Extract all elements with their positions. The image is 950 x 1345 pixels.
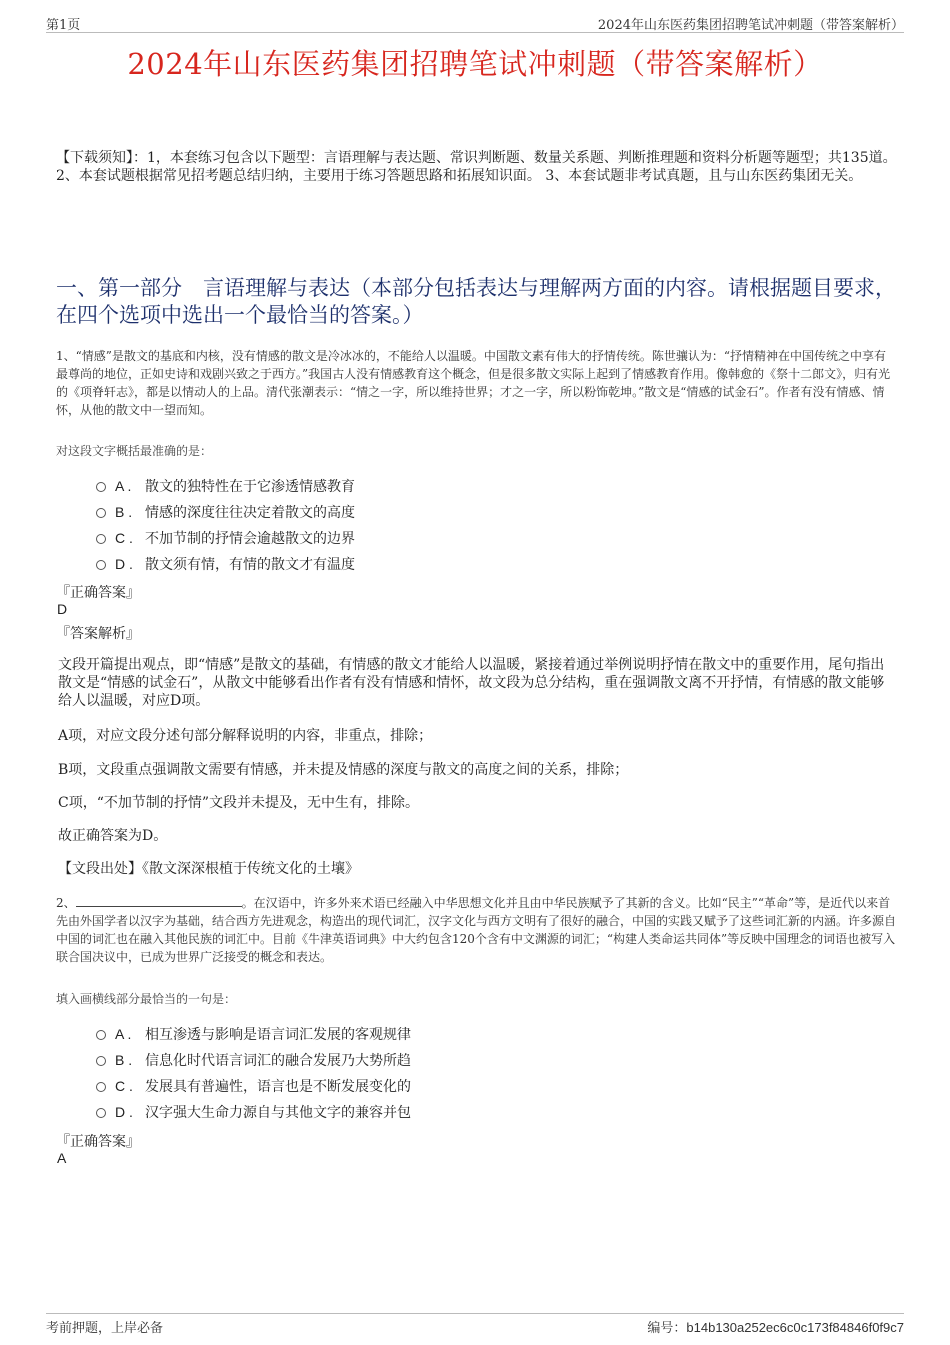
option-a[interactable]: A . 相互渗透与影响是语言词汇发展的客观规律 bbox=[96, 1021, 411, 1047]
footer-serial: 编号：b14b130a252ec6c0c173f84846f0f9c7 bbox=[647, 1320, 904, 1335]
question-1-prompt: 对这段文字概括最准确的是： bbox=[56, 444, 213, 458]
question-2-options bbox=[96, 1021, 411, 1125]
radio-icon[interactable] bbox=[96, 560, 106, 570]
section-heading: 一、第一部分 言语理解与表达（本部分包括表达与理解两方面的内容。请根据题目要求，在四个选项中选出一个最恰当的答案。） bbox=[56, 276, 896, 327]
radio-icon[interactable] bbox=[96, 508, 106, 518]
option-b[interactable]: B . 情感的深度往往决定着散文的高度 bbox=[96, 499, 355, 525]
radio-icon[interactable] bbox=[96, 482, 106, 492]
fill-blank[interactable] bbox=[76, 895, 242, 907]
option-a[interactable]: A . 散文的独特性在于它渗透情感教育 bbox=[96, 473, 355, 499]
passage-source: 【文段出处】《散文深深根植于传统文化的土壤》 bbox=[58, 861, 359, 877]
radio-icon[interactable] bbox=[96, 1056, 106, 1066]
analysis-paragraph: 文段开篇提出观点，即“情感”是散文的基础，有情感的散文才能给人以温暖，紧接着通过举例说明抒情在散文中的重要作用，尾句指出散文是“情感的试金石”，从散文中能够看出作者有没有情感和情怀，故文段为总分结构，重在强调散文离不开抒情，有情感的散文能够给人以温暖，对应D项。 bbox=[58, 657, 885, 709]
document-title: 2024年山东医药集团招聘笔试冲刺题（带答案解析） bbox=[127, 47, 823, 81]
answer-label: 『正确答案』 bbox=[56, 1134, 140, 1150]
analysis-option-a: A项，对应文段分述句部分解释说明的内容，非重点，排除； bbox=[58, 728, 433, 744]
page-footer bbox=[46, 1313, 904, 1334]
answer-label: 『正确答案』 bbox=[56, 585, 140, 601]
analysis-conclusion: 故正确答案为D。 bbox=[58, 828, 168, 844]
question-1-options bbox=[96, 473, 355, 577]
question-2-text: 2、 。在汉语中，许多外来术语已经融入中华思想文化并且由中华民族赋予了其新的含义。比如“民主”“革命”等，是近代以来首先由外国学者以汉字为基础，结合西方先进观念，构造出的现代词汇，汉字文化与西方文明有了很好的融合，中国的实践又赋予了这些词汇新的内涵。许多源自中国的词汇也在融入其他民族的词汇中。目前《牛津英语词典》中大约包含120个含有中文渊源的词汇；“构建人类命运共同体”等反映中国理念的词语也被写入联合国决议中，已成为世界广泛接受的概念和表达。 bbox=[56, 896, 897, 964]
page-number: 第1页 bbox=[46, 18, 81, 33]
analysis-label: 『答案解析』 bbox=[56, 626, 140, 642]
question-2-prompt: 填入画横线部分最恰当的一句是： bbox=[56, 992, 237, 1006]
correct-answer: A bbox=[57, 1150, 67, 1166]
analysis-option-b: B项，文段重点强调散文需要有情感，并未提及情感的深度与散文的高度之间的关系，排除； bbox=[58, 762, 629, 778]
option-d[interactable]: D . 汉字强大生命力源自与其他文字的兼容并包 bbox=[96, 1099, 411, 1125]
radio-icon[interactable] bbox=[96, 1030, 106, 1040]
option-d[interactable]: D . 散文须有情，有情的散文才有温度 bbox=[96, 551, 355, 577]
footer-slogan: 考前押题，上岸必备 bbox=[46, 1321, 164, 1336]
correct-answer: D bbox=[57, 601, 68, 617]
question-1-text: 1、“情感”是散文的基底和内核，没有情感的散文是冷冰冰的，不能给人以温暖。中国散文素有伟大的抒情传统。陈世骧认为：“抒情精神在中国传统之中享有最尊尚的地位，正如史诗和戏剧兴致之于西方。”我国古人没有情感教育这个概念，但是很多散文实际上起到了情感教育作用。像韩愈的《祭十二郎文》，归有光的《项脊轩志》，都是以情动人的上品。清代张潮表示：“情之一字，所以维持世界；才之一字，所以粉饰乾坤。”散文是“情感的试金石”。作者有没有情感、情怀，从他的散文中一望而知。 bbox=[56, 349, 891, 417]
page-header bbox=[46, 14, 904, 33]
radio-icon[interactable] bbox=[96, 534, 106, 544]
option-c[interactable]: C . 不加节制的抒情会逾越散文的边界 bbox=[96, 525, 355, 551]
radio-icon[interactable] bbox=[96, 1082, 106, 1092]
option-c[interactable]: C . 发展具有普遍性，语言也是不断发展变化的 bbox=[96, 1073, 411, 1099]
option-b[interactable]: B . 信息化时代语言词汇的融合发展乃大势所趋 bbox=[96, 1047, 411, 1073]
download-notice: 【下载须知】：1，本套练习包含以下题型：言语理解与表达题、常识判断题、数量关系题、判断推理题和资料分析题等题型；共135道。 2、本套试题根据常见招考题总结归纳，主要用于练习答题思路和拓展知识面。 3、本套试题非考试真题，且与山东医药集团无关。 bbox=[56, 150, 897, 184]
header-doc-title: 2024年山东医药集团招聘笔试冲刺题（带答案解析） bbox=[597, 18, 904, 33]
radio-icon[interactable] bbox=[96, 1108, 106, 1118]
analysis-option-c: C项，“不加节制的抒情”文段并未提及，无中生有，排除。 bbox=[58, 795, 420, 811]
